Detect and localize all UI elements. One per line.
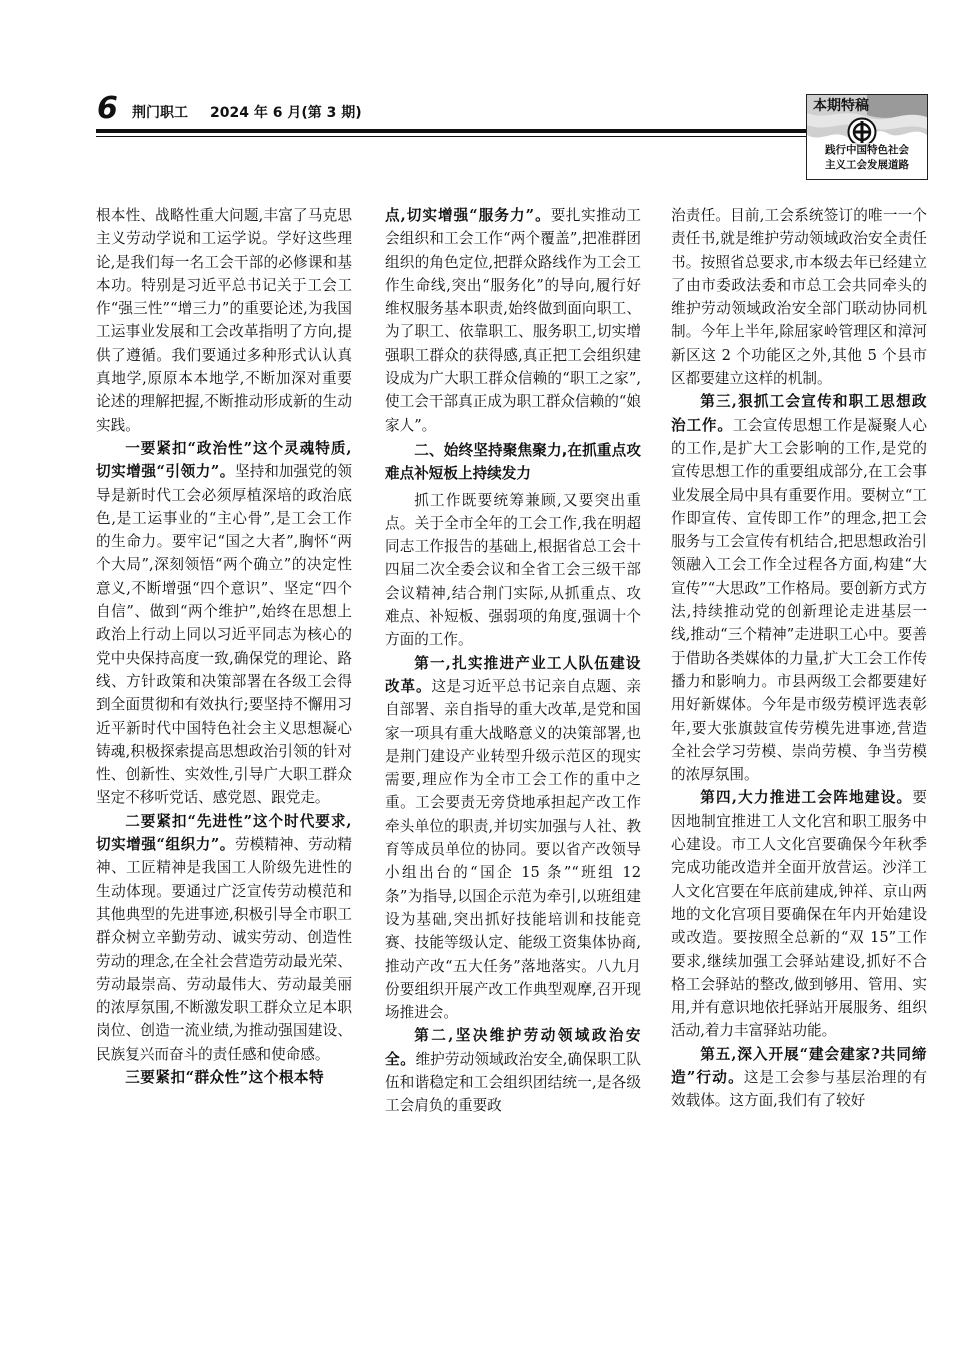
paragraph-body: 维护劳动领域政治安全,确保职工队伍和谐稳定和工会组织团结统一,是各级工会肩负的重要政 bbox=[385, 1050, 641, 1115]
badge-subtitle-line2: 主义工会发展道路 bbox=[825, 159, 909, 171]
paragraph-body: 坚持和加强党的领导是新时代工会必须厚植深培的政治底色,是工运事业的“主心骨”,是工会工作的生命力。要牢记“国之大者”,胸怀“两个大局”,深刻领悟“两个确立”的决定性意义,不断增强“四个意识”、坚定“四个自信”、做到“两个维护”,始终在思想上政治上行动上同以习近平同志为核心的党中央保持高度一致,确保党的理论、路线、方针政策和决策部署在各级工会得到全面贯彻和有效执行;要坚持不懈用习近平新时代中国特色社会主义思想凝心铸魂,积极探索提高思想政治引领的针对性、创新性、实效性,引导广大职工群众坚定不移听党话、感党恩、跟党走。 bbox=[96, 463, 352, 807]
paragraph-lead: 点,切实增强“服务力”。 bbox=[385, 207, 551, 224]
paragraph-body: 要扎实推动工会组织和工会工作“两个覆盖”,把准群团组织的角色定位,把群众路线作为工会工作生命线,突出“服务化”的导向,履行好维权服务基本职责,始终做到面向职工、为了职工、依靠职工、服务职工,切实增强职工群众的获得感,真正把工会组织建设成为广大职工群众信赖的“职工之家”,使工会干部真正成为职工群众信赖的“娘家人”。 bbox=[385, 207, 641, 434]
paragraph bbox=[385, 1024, 641, 1117]
section-heading: 二、始终坚持聚焦聚力,在抓重点攻难点补短板上持续发力 bbox=[385, 441, 641, 483]
paragraph bbox=[671, 390, 927, 786]
paragraph bbox=[385, 204, 641, 437]
magazine-name: 荆门职工 bbox=[132, 105, 188, 121]
paragraph-lead: 第一,扎实推进产业工人队伍建设改革。 bbox=[385, 654, 641, 695]
paragraph: 根本性、战略性重大问题,丰富了马克思主义劳动学说和工运学说。学好这些理论,是我们每一名工会干部的必修课和基本功。特别是习近平总书记关于工会工作“强三性”“增三力”的重要论述,为我国工运事业发展和工会改革指明了方向,提供了遵循。我们要通过多种形式认认真真地学,原原本本地学,不断加深对重要论述的理解把握,不断推动形成新的生动实践。 bbox=[96, 207, 352, 434]
badge-subtitle bbox=[811, 143, 923, 173]
paragraph bbox=[96, 1066, 352, 1089]
badge-title: 本期特稿 bbox=[813, 98, 869, 114]
article-column-2 bbox=[385, 204, 641, 1118]
paragraph bbox=[671, 786, 927, 1042]
paragraph bbox=[671, 1043, 927, 1113]
paragraph bbox=[96, 810, 352, 1066]
paragraph-body: 工会宣传思想工作是凝聚人心的工作,是扩大工会影响的工作,是党的宣传思想工作的重要组成部分,在工会事业发展全局中具有重要作用。要树立“工作即宣传、宣传即工作”的理念,把工会服务与工会宣传有机结合,把思想政治引领融入工会工作全过程各方面,构建“大宣传”“大思政”工作格局。要创新方式方法,持续推动党的创新理论走进基层一线,推动“三个精神”走进职工心中。要善于借助各类媒体的力量,扩大工会工作传播力和影响力。市县两级工会都要建好用好新媒体。今年是市级劳模评选表彰年,要大张旗鼓宣传劳模先进事迹,营造全社会学习劳模、崇尚劳模、争当劳模的浓厚氛围。 bbox=[671, 416, 927, 784]
paragraph-body: 劳模精神、劳动精神、工匠精神是我国工人阶级先进性的生动体现。要通过广泛宣传劳动模范和其他典型的先进事迹,积极引导全市职工群众树立辛勤劳动、诚实劳动、创造性劳动的理念,在全社会营造劳动最光荣、劳动最崇高、劳动最伟大、劳动最美丽的浓厚氛围,不断激发职工群众立足本职岗位、创造一流业绩,为推动强国建设、民族复兴而奋斗的责任感和使命感。 bbox=[96, 836, 352, 1063]
page-number: 6 bbox=[97, 91, 118, 126]
feature-badge bbox=[806, 94, 928, 180]
paragraph-body: 要因地制宜推进工人文化宫和职工服务中心建设。市工人文化宫要确保今年秋季完成功能改造并全面开放营运。沙洋工人文化宫要在年底前建成,钟祥、京山两地的文化宫项目要确保在年内开始建设或改造。要按照全总新的“双 15”工作要求,继续加强工会驿站建设,抓好不合格工会驿站的整改,做到够用、管用、实用,并有意识地依托驿站开展服务、组织活动,着力丰富驿站功能。 bbox=[671, 789, 927, 1040]
paragraph-body: 这是工会参与基层治理的有效载体。这方面,我们有了较好 bbox=[671, 1068, 927, 1110]
paragraph-lead: 第五,深入开展“建会建家?共同缔造”行动。 bbox=[671, 1045, 927, 1086]
paragraph-lead: 第二,坚决维护劳动领域政治安全。 bbox=[385, 1027, 641, 1068]
article-column-1 bbox=[96, 204, 352, 1089]
issue-date: 2024 年 6 月(第 3 期) bbox=[210, 105, 362, 121]
paragraph bbox=[96, 437, 352, 810]
paragraph bbox=[385, 652, 641, 1025]
paragraph: 抓工作既要统筹兼顾,又要突出重点。关于全市全年的工会工作,我在明超同志工作报告的基础上,根据省总工会十四届二次全委会议和全省工会三级干部会议精神,结合荆门实际,从抓重点、攻难点、补短板、强弱项的角度,强调十个方面的工作。 bbox=[385, 491, 641, 649]
badge-subtitle-line1: 践行中国特色社会 bbox=[825, 144, 909, 156]
paragraph-lead: 二要紧扣“先进性”这个时代要求,切实增强“组织力”。 bbox=[96, 812, 352, 854]
paragraph-lead: 一要紧扣“政治性”这个灵魂特质,切实增强“引领力”。 bbox=[96, 439, 352, 481]
header-title bbox=[132, 104, 362, 122]
article-column-3 bbox=[671, 204, 927, 1113]
header-rule-thick bbox=[96, 129, 812, 133]
header-rule-thin bbox=[96, 136, 812, 137]
paragraph-body: 这是习近平总书记亲自点题、亲自部署、亲自指导的重大改革,是党和国家一项具有重大战略意义的决策部署,也是荆门建设产业转型升级示范区的现实需要,理应作为全市工会工作的重中之重。工会要责无旁贷地承担起产改工作牵头单位的职责,并切实加强与人社、教育等成员单位的协同。要以省产改领导小组出台的“国企 15 条”“班组 12 条”为指导,以国企示范为牵引,以班组建设为基础,突出抓好技能培训和技能竞赛、技能等级认定、能级工资集体协商,推动产改“五大任务”落地落实。八九月份要组织开展产改工作典型观摩,召开现场推进会。 bbox=[385, 677, 641, 1022]
paragraph-lead: 第三,狠抓工会宣传和职工思想政治工作。 bbox=[671, 393, 927, 434]
page-header bbox=[0, 0, 960, 190]
paragraph-lead: 第四,大力推进工会阵地建设。 bbox=[700, 789, 913, 807]
paragraph-lead: 三要紧扣“群众性”这个根本特 bbox=[125, 1068, 325, 1086]
paragraph: 治责任。目前,工会系统签订的唯一一个责任书,就是维护劳动领域政治安全责任书。按照省总要求,市本级去年已经建立了由市委政法委和市总工会共同牵头的维护劳动领域政治安全部门联动协同机制。今年上半年,除屈家岭管理区和漳河新区这 2 个功能区之外,其他 5 个县市区都要建立这样的机制。 bbox=[671, 207, 927, 388]
